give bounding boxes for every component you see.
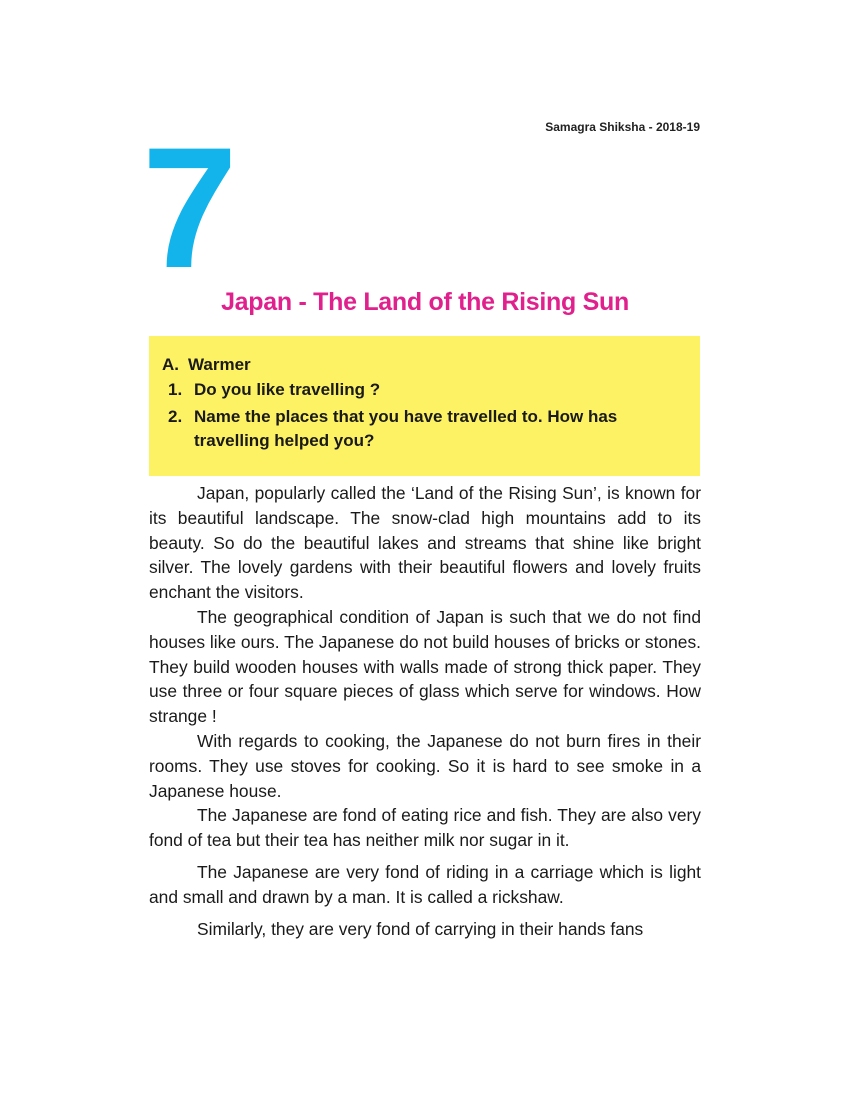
- header-note: Samagra Shiksha - 2018-19: [545, 120, 700, 134]
- warmer-marker: A.: [162, 354, 179, 374]
- question-text: Do you like travelling ?: [194, 380, 381, 399]
- paragraph: With regards to cooking, the Japanese do not burn fires in their rooms. They use stoves for cooking. So it is hard to see smoke in a Japanese house.: [149, 730, 701, 801]
- warmer-box: [149, 336, 700, 476]
- paragraph: The Japanese are fond of eating rice and fish. They are also very fond of tea but their tea has neither milk nor sugar in it.: [149, 805, 701, 851]
- paragraph: The geographical condition of Japan is such that we do not find houses like ours. The Japanese do not build houses of bricks or stones. They build wooden houses with walls made of strong thick paper. They use three or four square pieces of glass which serve for windows. How strange !: [149, 606, 701, 727]
- question-number: 1.: [168, 380, 183, 399]
- warmer-heading-text: Warmer: [188, 354, 251, 374]
- question-text: Name the places that you have travelled to. How has travelling helped you?: [194, 407, 618, 450]
- paragraph: Japan, popularly called the ‘Land of the Rising Sun’, is known for its beautiful landscape. The snow-clad high mountains add to its beauty. So do the beautiful lakes and streams that shine like bright silver. The lovely gardens with their beautiful flowers and lovely fruits enchant the visitors.: [149, 483, 701, 603]
- question-number: 2.: [168, 407, 183, 426]
- warmer-heading: [162, 351, 686, 378]
- chapter-title: Japan - The Land of the Rising Sun: [221, 288, 629, 316]
- body-text: [149, 481, 701, 941]
- warmer-question: [162, 378, 686, 402]
- chapter-number: 7: [142, 112, 234, 304]
- paragraph: The Japanese are very fond of riding in a carriage which is light and small and drawn by a man. It is called a rickshaw.: [149, 861, 701, 907]
- warmer-question: [162, 405, 686, 453]
- paragraph: Similarly, they are very fond of carrying in their hands fans: [197, 918, 644, 939]
